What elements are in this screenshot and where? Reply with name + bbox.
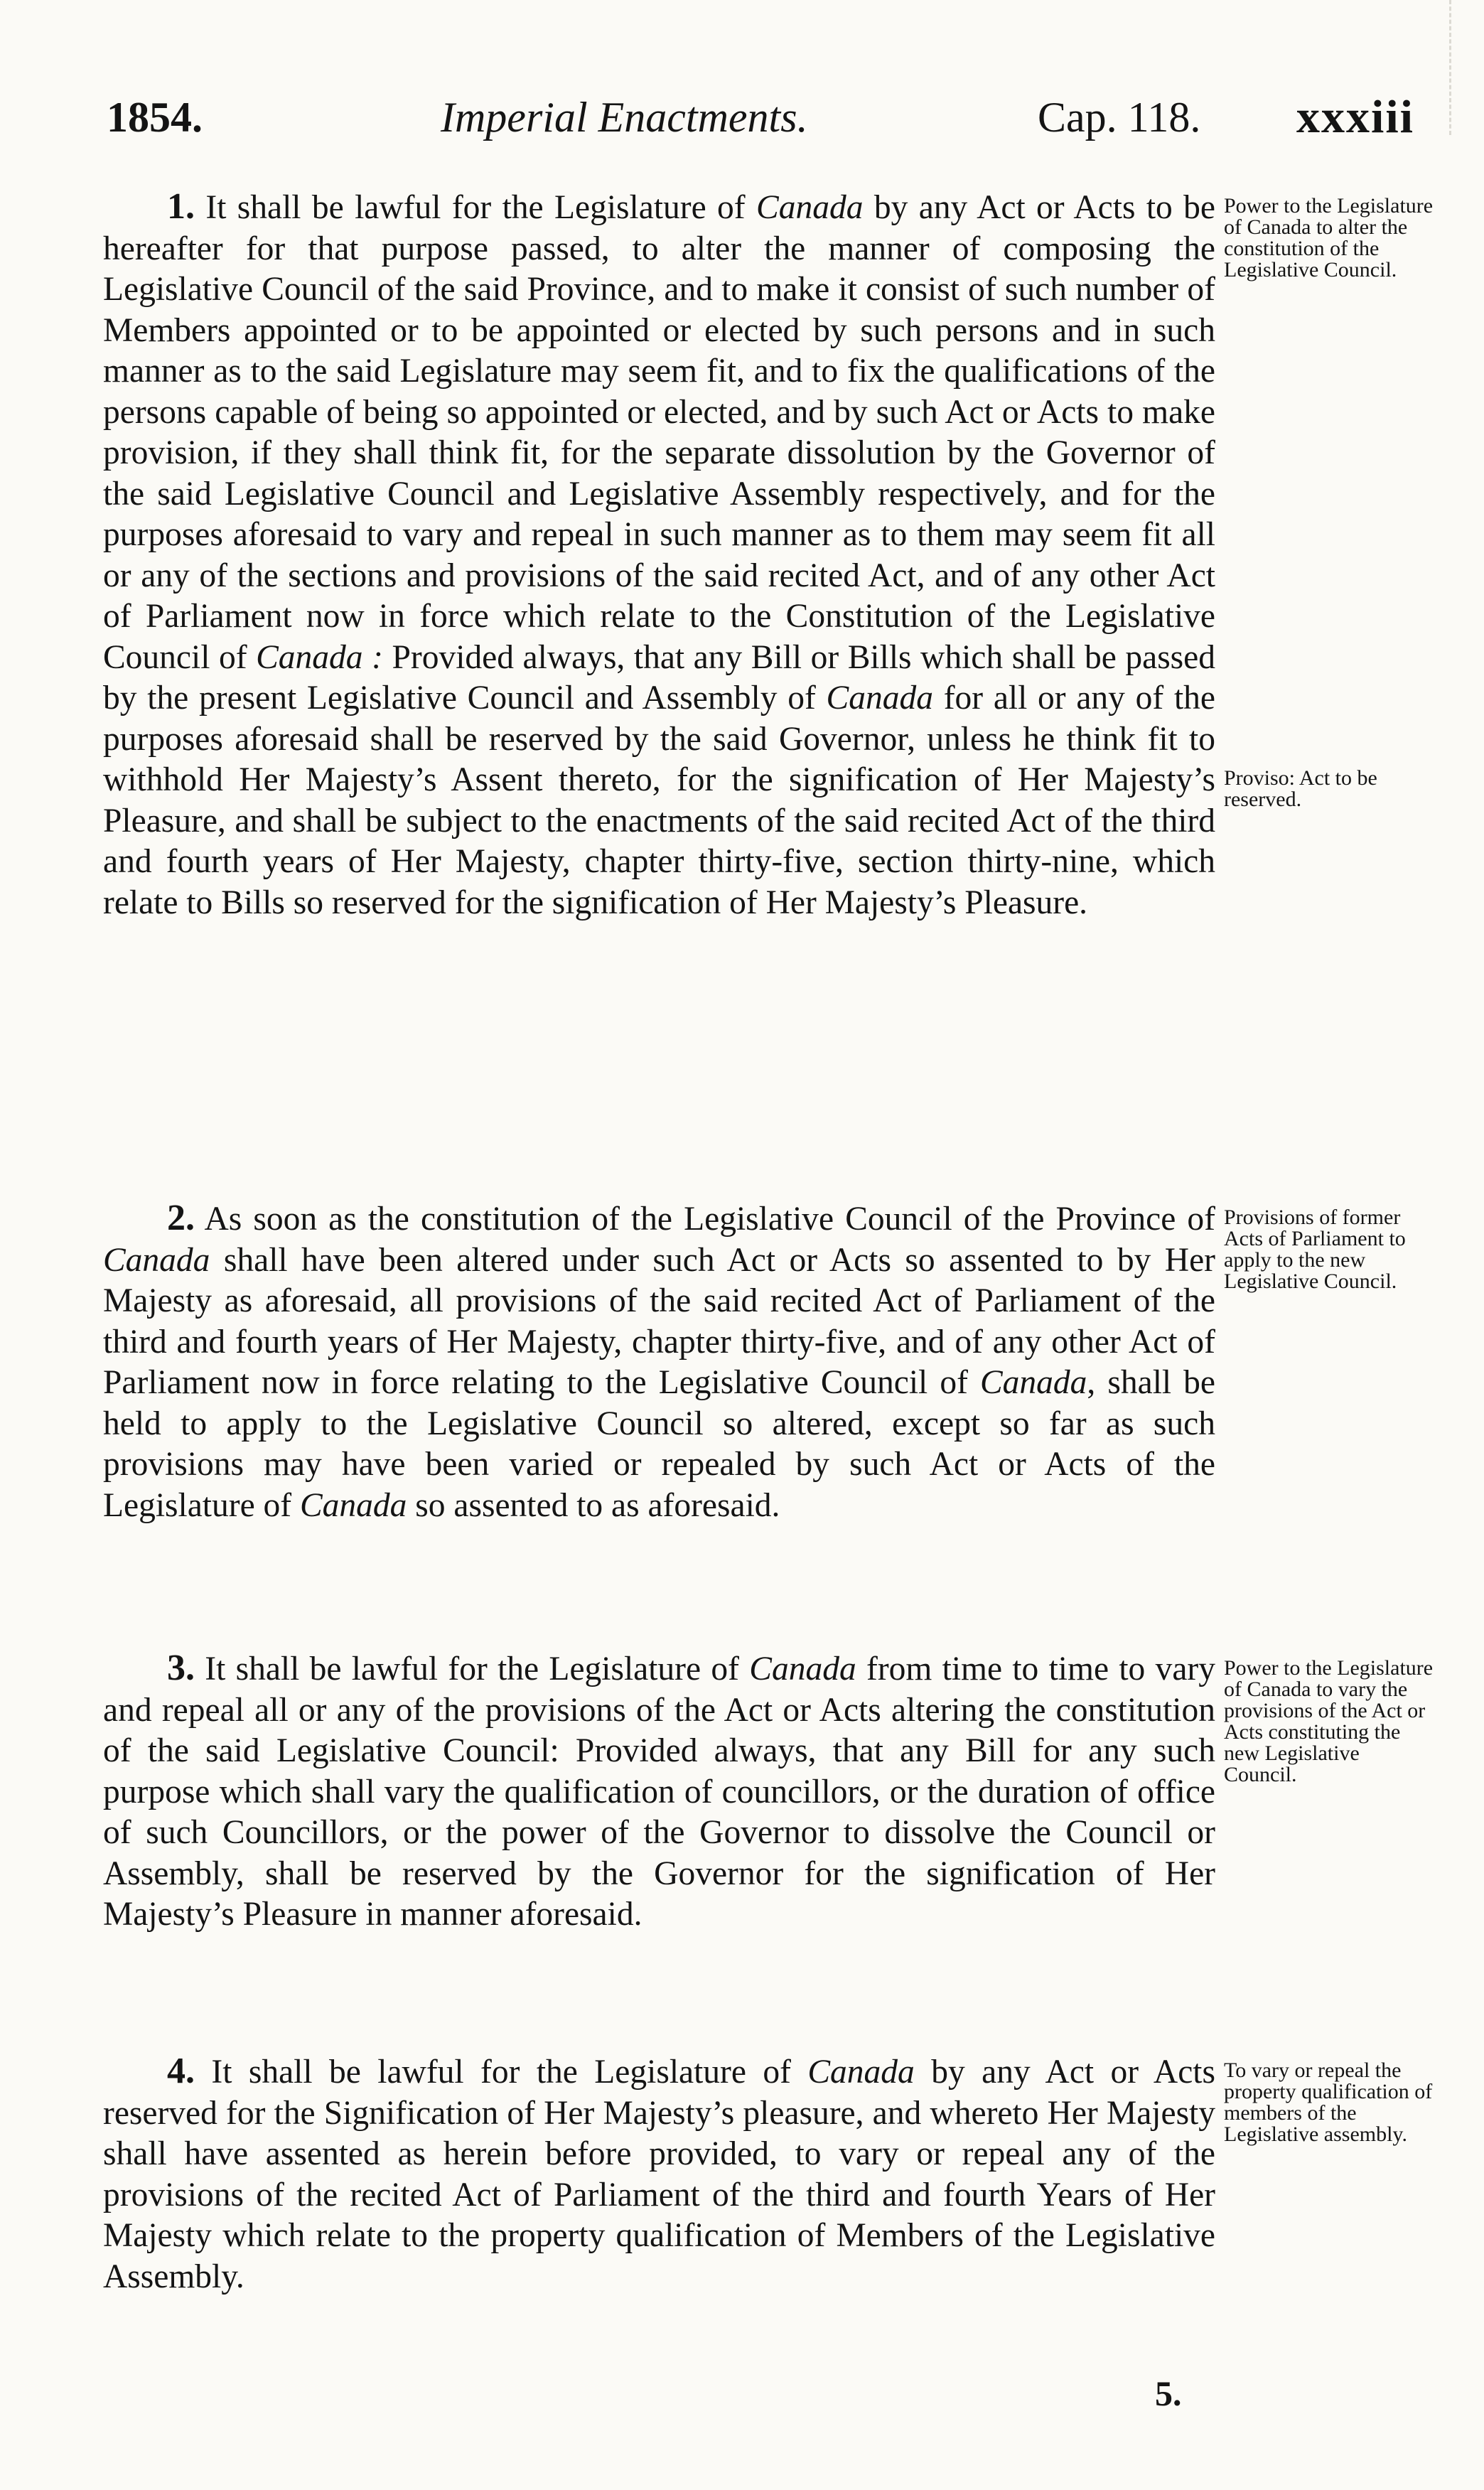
page-number: xxxiii [1296, 91, 1414, 143]
section-text: from time to time to vary and repeal all or any of the provisions of the Act or Acts altering the constitution of the said Legislative Council: Provided always, that any Bill for any such purpose which shall vary the qualification of councillors, or the duration of office of such Councillors, or the power of the Governor to dissolve the Council or Assembly, shall be reserved by the Governor for the signification of Her Majesty’s Pleasure in manner aforesaid. [103, 1651, 1215, 1933]
section-text: for all or any of the purposes aforesaid shall be reserved by the said Governor, unless he think fit to withhold Her Majesty’s Assent thereto, for the signification of Her Majesty’s Pleasure, and shall be subject to the enactments of the said recited Act of the third and fourth years of Her Majesty, chapter thirty-five, section thirty-nine, which relate to Bills so reserved for the signification of Her Majesty’s Pleasure. [103, 680, 1215, 921]
section-number: 1. [167, 186, 195, 227]
section-number: 3. [167, 1648, 195, 1688]
section-1 [103, 186, 1215, 923]
section-text: by any Act or Acts to be hereafter for that purpose passed, to alter the manner of composing the Legislative Council of the said Province, and to make it consist of such number of Members appointed or to be appointed or elected by such persons and in such manner as to the said Legislature may seem fit, and to fix the qualifications of the persons capable of being so appointed or elected, and by such Act or Acts to make provision, if they shall think fit, for the separate dissolution by the Governor of the said Legislative Council and Legislative Assembly respectively, and for the purposes aforesaid to vary and repeal in such manner as to them may seem fit all or any of the sections and provisions of the said recited Act, and of any other Act of Parliament now in force which relate to the Constitution of the Legislative Council of [103, 189, 1215, 676]
section-number: 4. [167, 2051, 195, 2091]
section-number: 2. [167, 1198, 195, 1238]
italic-place-name: Canada [979, 1364, 1087, 1401]
torn-page-edge [1449, 0, 1484, 135]
header-title: Imperial Enactments. [441, 94, 808, 141]
italic-place-name: Canada : [256, 638, 383, 676]
section-text: shall have been altered under such Act or Acts so assented to by Her Majesty as aforesaid, all provisions of the said recited Act of Parliament of the third and fourth years of Her Majesty, chapter thirty-five, and of any other Act of Parliament now in force relating to the Legislative Council of [103, 1241, 1215, 1401]
margin-note: Provisions of former Acts of Parliament to apply to the new Legislative Council. [1224, 1206, 1406, 1293]
section-text: , shall be held to apply to the Legislative Council so altered, except so far as such provisions may have been varied or repealed by such Act or Acts of the Legislature of [103, 1364, 1216, 1524]
section-paragraph [103, 2051, 1215, 2297]
italic-place-name: Canada [756, 189, 864, 226]
italic-place-name: Canada [749, 1651, 856, 1687]
section-2 [103, 1198, 1215, 1526]
section-text: It shall be lawful for the Legislature of [195, 1651, 750, 1687]
section-text: Provided always, that any Bill or Bills which shall be passed by the present Legislative Council and Assembly of [103, 638, 1215, 717]
italic-place-name: Canada [826, 680, 933, 717]
section-paragraph [103, 1648, 1215, 1936]
section-text: It shall be lawful for the Legislature of [195, 189, 757, 226]
section-paragraph [103, 1198, 1215, 1526]
margin-note: To vary or repeal the property qualification of members of the Legislative assembly. [1224, 2059, 1433, 2146]
margin-note: Power to the Legislature of Canada to vary the provisions of the Act or Acts constituting the new Legislative Council. [1224, 1656, 1434, 1786]
margin-note: Proviso: Act to be reserved. [1224, 766, 1377, 811]
italic-place-name: Canada [807, 2054, 915, 2091]
margin-note: Power to the Legislature of Canada to alter the constitution of the Legislative Council. [1224, 194, 1434, 281]
section-text: It shall be lawful for the Legislature of [195, 2054, 808, 2091]
section-paragraph [103, 186, 1215, 923]
section-3 [103, 1648, 1215, 1936]
section-4 [103, 2051, 1215, 2297]
header-year: 1854. [107, 94, 203, 141]
section-text: by any Act or Acts reserved for the Signification of Her Majesty’s pleasure, and whereto Her Majesty shall have assented as herein before provided, to vary or repeal any of the provisions of the recited Act of Parliament of the third and fourth Years of Her Majesty which relate to the property qualification of Members of the Legislative Assembly. [103, 2054, 1215, 2295]
italic-place-name: Canada [103, 1241, 210, 1279]
italic-place-name: Canada [299, 1486, 407, 1524]
section-text: As soon as the constitution of the Legislative Council of the Province of [195, 1201, 1215, 1238]
header-chapter: Cap. 118. [1038, 94, 1201, 141]
section-text: so assented to as aforesaid. [407, 1486, 780, 1524]
catchword: 5. [1155, 2373, 1182, 2413]
running-header [107, 85, 1429, 149]
